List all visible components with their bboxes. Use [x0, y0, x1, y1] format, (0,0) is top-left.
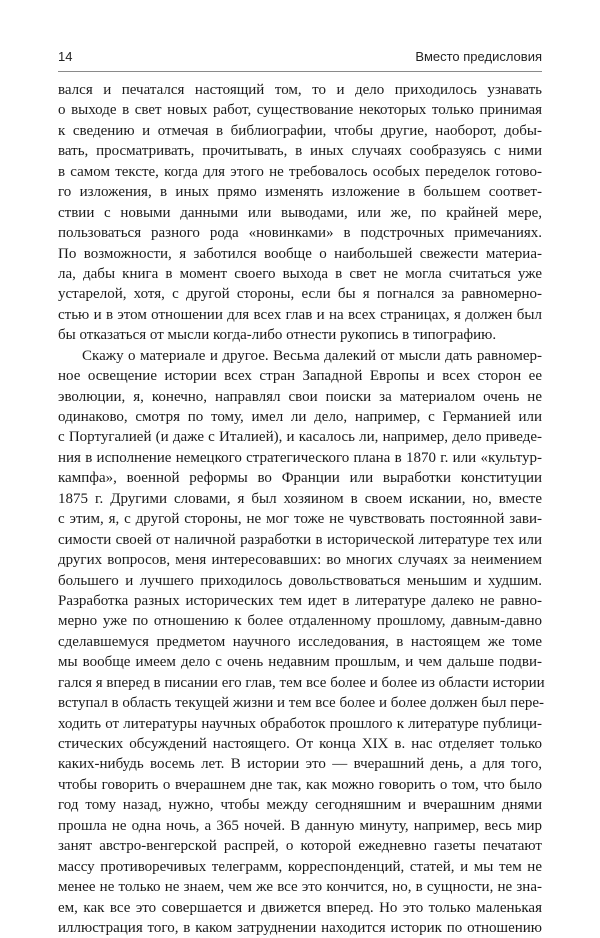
text-line: с Португалией (и даже с Италией), и касалось ли, например, дело приведе- — [58, 429, 542, 446]
text-line: к сведению и отмечая в библиографии, чтобы другие, наоборот, добы- — [58, 122, 542, 139]
text-line: мы вообще имеем дело с очень недавним прошлым, и чем дальше подви- — [58, 654, 542, 671]
text-line: кампфа», военной реформы во Франции или выработки конституции — [58, 470, 542, 487]
page-header — [58, 49, 542, 71]
text-line: вался и печатался настоящий том, то и дело приходилось узнавать — [58, 82, 542, 98]
running-head: Вместо предисловия — [415, 49, 542, 64]
text-line: каких-нибудь восемь лет. В истории это — вчерашний день, а для того, — [58, 756, 542, 773]
text-line: ходить от литературы научных обработок прошлого к литературе публици- — [58, 715, 542, 732]
text-line: бы отказаться от мысли когда-либо отнести рукопись в типографию. — [58, 327, 497, 344]
text-line: стических обсуждений настоящего. От конца XIX в. нас отделяет только — [58, 736, 542, 752]
text-line: сделавшемуся предметом научного исследования, в настоящем же томе — [58, 633, 542, 650]
text-line: большего и лучшего приходилось довольствоваться меньшим и худшим. — [58, 572, 542, 589]
page-number: 14 — [58, 49, 73, 64]
text-line: пользоваться разного рода «новинками» в подстрочных примечаниях. — [58, 225, 542, 242]
text-line: других вопросов, меня интересовавших: во многих случаях за неимением — [58, 552, 542, 569]
header-rule — [58, 71, 542, 72]
text-line: ла, дабы книга в момент своего выхода в свет не могла считаться уже — [58, 265, 542, 282]
paragraph — [58, 346, 545, 938]
text-line: одинаково, смотря по тому, имел ли дело, например, с Германией или — [58, 409, 542, 425]
text-line: ствии с новыми данными или выводами, или же, по крайней мере, — [58, 204, 542, 221]
text-line: ния в исполнение немецкого стратегического плана в 1870 г. или «культур- — [58, 449, 542, 466]
text-line: менее не только не знаем, чем же все это кончится, но, в сущности, не зна- — [58, 879, 542, 896]
text-line: стью и в этом отношении для всех глав и на всех страницах, я должен был — [58, 306, 542, 323]
text-line: 1875 г. Другими словами, я был хозяином в своем искании, но, вместе — [58, 490, 542, 507]
text-line: ное освещение истории всех стран Западной Европы и всех сторон ее — [58, 368, 542, 385]
text-line: год тому назад, нужно, чтобы между сегодняшним и вчерашним днями — [58, 797, 542, 814]
text-line: с этим, я, с другой стороны, не мог тоже не чувствовать постоянной зави- — [58, 511, 542, 528]
text-line: прошла не одна ночь, а 365 ночей. В данную минуту, например, весь мир — [58, 817, 542, 834]
text-line: эволюции, я, конечно, направлял свои поиски за материалом очень не — [58, 388, 542, 405]
text-line: в самом тексте, когда для этого не требовалось особых переделок готово- — [58, 163, 542, 180]
text-line: вступал в область текущей жизни и тем все более и более должен был пере- — [58, 695, 545, 712]
text-line: Скажу о материале и другое. Весьма далекий от мысли дать равномер- — [82, 347, 542, 364]
text-line: массу противоречивых телеграмм, корреспонденций, статей, и мы тем не — [58, 858, 542, 875]
body-text — [58, 80, 545, 938]
text-line: симости своей от наличной разработки в исторической литературе тех или — [58, 531, 542, 548]
text-line: По возможности, я заботился вообще о наибольшей свежести материа- — [58, 245, 542, 262]
text-line: занят австро-венгерской распрей, о которой ежедневно газеты печатают — [58, 838, 542, 855]
paragraph — [58, 80, 542, 346]
text-line: Разработка разных исторических тем идет в литературе далеко не равно- — [58, 592, 542, 609]
text-line: вать, просматривать, прочитывать, в иных случаях сообразуясь с ними — [58, 143, 542, 160]
text-line: мерно уже по отношению к более отдаленному прошлому, давным-давно — [58, 613, 542, 630]
text-line: чтобы говорить о вчерашнем дне так, как можно говорить о том, что было — [58, 776, 542, 793]
text-line: о выходе в свет новых работ, существование некоторых только принимая — [58, 102, 542, 119]
text-line: гался я вперед в писании его глав, тем все более и более из области истории — [58, 674, 545, 691]
text-line: го изложения, в иных прямо изменять изложение в большем соответ- — [58, 184, 542, 201]
text-line: ем, как все это совершается и движется вперед. Но это только маленькая — [58, 899, 542, 916]
text-line: иллюстрация того, в каком затруднении находится историк по отношению — [58, 919, 542, 936]
text-line: устарелой, хотя, с другой стороны, если бы я погнался за равномерно- — [58, 286, 542, 303]
